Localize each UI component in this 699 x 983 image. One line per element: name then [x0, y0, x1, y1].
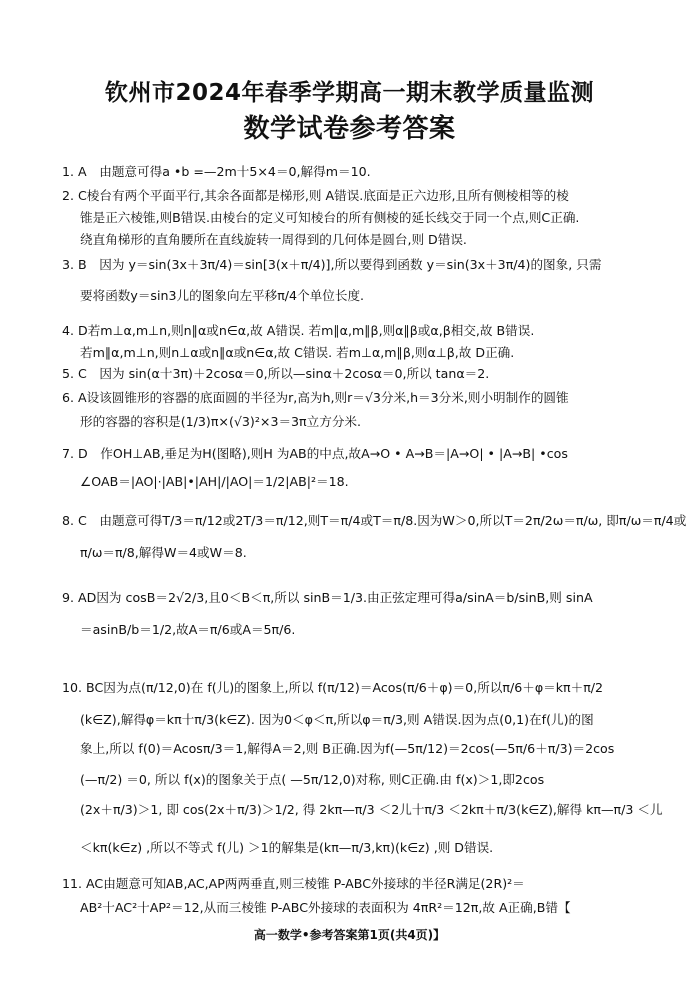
answer-line: 6. A设该圆锥形的容器的底面圆的半径为r,高为h,则r＝√3分米,h＝3分米,则小明制作的圆锥 [62, 390, 569, 405]
exam-title: 钦州市2024年春季学期高一期末教学质量监测 [104, 80, 594, 106]
answer-line: ＜kπ(k∈z) ,所以不等式 f(儿) ＞1的解集是(kπ—π/3,kπ)(k∈z) ,则 D错误. [80, 840, 494, 855]
answer-line: 1. A 由题意可得a •b =—2m十5×4＝0,解得m＝10. [62, 164, 371, 179]
answer-line: 11. AC由题意可知AB,AC,AP两两垂直,则三棱锥 P-ABC外接球的半径R满足(2R)²＝ [62, 876, 525, 891]
answer-line: 形的容器的容积是(1/3)π×(√3)²×3＝3π立方分米. [80, 414, 362, 429]
answer-line: ＝asinB/b＝1/2,故A＝π/6或A＝5π/6. [80, 622, 296, 637]
answer-line: 要将函数y＝sin3儿的图象向左平移π/4个单位长度. [80, 288, 365, 303]
answer-line: 锥是正六棱锥,则B错误.由棱台的定义可知棱台的所有侧棱的延长线交于同一个点,则C正确. [80, 210, 580, 225]
answer-line: 绕直角梯形的直角腰所在直线旋转一周得到的几何体是圆台,则 D错误. [80, 232, 467, 247]
answer-line: 10. BC因为点(π/12,0)在 f(儿)的图象上,所以 f(π/12)＝Acos(π/6＋φ)＝0,所以π/6＋φ＝kπ＋π/2 [62, 680, 604, 695]
answer-line: 2. C棱台有两个平面平行,其余各面都是梯形,则 A错误.底面是正六边形,且所有侧棱相等的棱 [62, 188, 569, 203]
answer-line: (k∈Z),解得φ＝kπ十π/3(k∈Z). 因为0＜φ＜π,所以φ＝π/3,则 A错误.因为点(0,1)在f(儿)的图 [80, 712, 594, 727]
answer-line: (—π/2) ＝0, 所以 f(x)的图象关于点( —5π/12,0)对称, 则C正确.由 f(x)＞1,即2cos [80, 772, 545, 787]
answer-line: 5. C 因为 sin(α十3π)＋2cosα＝0,所以—sinα＋2cosα＝0,所以 tanα＝2. [62, 366, 490, 381]
answer-line: 象上,所以 f(0)＝Acosπ/3＝1,解得A＝2,则 B正确.因为f(—5π/12)＝2cos(—5π/6＋π/3)＝2cos [80, 741, 615, 756]
answer-line: 3. B 因为 y＝sin(3x＋3π/4)＝sin[3(x＋π/4)],所以要得到函数 y＝sin(3x＋3π/4)的图象, 只需 [62, 257, 602, 272]
answer-line: 8. C 由题意可得T/3＝π/12或2T/3＝π/12,则T＝π/4或T＝π/8.因为W＞0,所以T＝2π/2ω＝π/ω, 即π/ω＝π/4或 [62, 513, 687, 528]
answer-line: AB²十AC²十AP²＝12,从而三棱锥 P-ABC外接球的表面积为 4πR²＝12π,故 A正确,B错【 [80, 900, 571, 915]
answer-line: (2x＋π/3)＞1, 即 cos(2x＋π/3)＞1/2, 得 2kπ—π/3 ＜2儿十π/3 ＜2kπ＋π/3(k∈Z),解得 kπ—π/3 ＜儿 [80, 802, 663, 817]
answer-line: 若m∥α,m⊥n,则n⊥α或n∥α或n∈α,故 C错误. 若m⊥α,m∥β,则α⊥β,故 D正确. [80, 345, 515, 360]
answer-key-title: 数学试卷参考答案 [243, 114, 456, 144]
page-footer: 高一数学•参考答案第1页(共4页)】 [253, 928, 446, 942]
answer-line: 7. D 作OH⊥AB,垂足为H(图略),则H 为AB的中点,故A→O • A→B＝|A→O| • |A→B| •cos [62, 446, 568, 461]
answer-line: 9. AD因为 cosB＝2√2/3,且0＜B＜π,所以 sinB＝1/3.由正弦定理可得a/sinA＝b/sinB,则 sinA [62, 590, 593, 605]
answer-line: ∠OAB＝|AO|·|AB|•|AH|/|AO|＝1/2|AB|²＝18. [80, 474, 349, 489]
answer-line: π/ω＝π/8,解得W＝4或W＝8. [80, 545, 247, 560]
answer-line: 4. D若m⊥α,m⊥n,则n∥α或n∈α,故 A错误. 若m∥α,m∥β,则α∥β或α,β相交,故 B错误. [62, 323, 535, 338]
